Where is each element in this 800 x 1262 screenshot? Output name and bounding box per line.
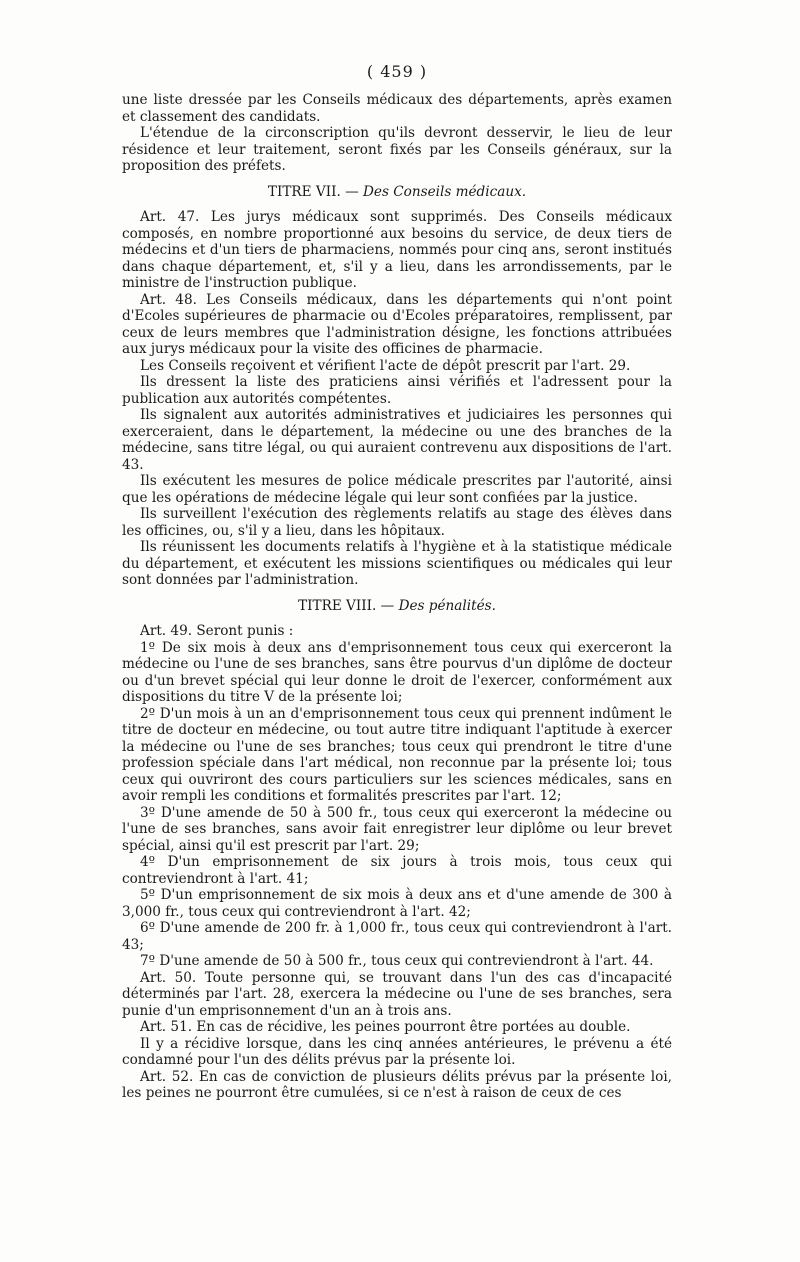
page-number: ( 459 ) bbox=[366, 62, 428, 81]
list-item: 4º D'un emprisonnement de six jours à trois mois, tous ceux qui contreviendront à l'art. 41; bbox=[122, 854, 672, 887]
page-content bbox=[122, 62, 672, 1102]
paragraph: Ils exécutent les mesures de police médicale prescrites par l'autorité, ainsi que les opérations de médecine légale qui leur sont confiées par la justice. bbox=[122, 473, 672, 506]
paragraph: Ils dressent la liste des praticiens ainsi vérifiés et l'adressent pour la publication aux autorités compétentes. bbox=[122, 374, 672, 407]
article-paragraph: Art. 48. Les Conseils médicaux, dans les départements qui n'ont point d'Ecoles supérieures de pharmacie ou d'Ecoles préparatoires, remplissent, par ceux de leurs membres que l'administration désigne, les fonctions attribuées aux jurys médicaux pour la visite des officines de pharmacie. bbox=[122, 291, 672, 357]
list-item: 5º D'un emprisonnement de six mois à deux ans et d'une amende de 300 à 3,000 fr., tous ceux qui contreviendront à l'art. 42; bbox=[122, 887, 672, 920]
paragraph: Il y a récidive lorsque, dans les cinq années antérieures, le prévenu a été condamné pour l'un des délits prévus par la présente loi. bbox=[122, 1035, 672, 1068]
list-item: 1º De six mois à deux ans d'emprisonnement tous ceux qui exerceront la médecine ou l'une de ses branches, sans être pourvus d'un diplôme de docteur ou d'un brevet spécial qui leur donne le droit de l'exercer, conformément aux dispositions du titre V de la présente loi; bbox=[122, 639, 672, 705]
paragraph: une liste dressée par les Conseils médicaux des départements, après examen et classement des candidats. bbox=[122, 92, 672, 125]
paragraph: Ils réunissent les documents relatifs à l'hygiène et à la statistique médicale du département, et exécutent les missions scientifiques ou médicales qui leur sont données par l'administration. bbox=[122, 539, 672, 588]
article-paragraph: Art. 49. Seront punis : bbox=[140, 623, 294, 639]
section-title-titre-vii bbox=[122, 184, 672, 201]
article-paragraph: Art. 50. Toute personne qui, se trouvant dans l'un des cas d'incapacité déterminés par l'art. 28, exercera la médecine ou l'une de ses branches, sera punie d'un emprisonnement d'un an à trois ans. bbox=[122, 969, 672, 1019]
paragraph: Ils signalent aux autorités administratives et judiciaires les personnes qui exerceraient, dans le département, la médecine ou une des branches de la médecine, sans titre légal, ou qui auraient contrevenu aux dispositions de l'art. 43. bbox=[122, 407, 672, 473]
article-paragraph: Art. 47. Les jurys médicaux sont supprimés. Des Conseils médicaux composés, en nombre proportionné aux besoins du service, de deux tiers de médecins et d'un tiers de pharmaciens, nommés pour cinq ans, seront institués dans chaque département, et, s'il y a lieu, dans les arrondissements, par le ministre de l'instruction publique. bbox=[122, 209, 672, 291]
article-paragraph: Art. 51. En cas de récidive, les peines pourront être portées au double. bbox=[140, 1019, 631, 1035]
list-item: 7º D'une amende de 50 à 500 fr., tous ceux qui contreviendront à l'art. 44. bbox=[140, 953, 654, 969]
paragraph: Ils surveillent l'exécution des règlements relatifs au stage des élèves dans les officines, ou, s'il y a lieu, dans les hôpitaux. bbox=[122, 506, 672, 539]
list-item: 3º D'une amende de 50 à 500 fr., tous ceux qui exerceront la médecine ou l'une de ses branches, sans avoir fait enregistrer leur diplôme ou leur brevet spécial, ainsi qu'il est prescrit par l'art. 29; bbox=[122, 804, 672, 854]
paragraph: Les Conseils reçoivent et vérifient l'acte de dépôt prescrit par l'art. 29. bbox=[140, 357, 631, 374]
section-title-label: TITRE VII. — bbox=[267, 183, 359, 200]
section-title-subtitle: Des Conseils médicaux. bbox=[363, 183, 527, 200]
list-item: 2º D'un mois à un an d'emprisonnement tous ceux qui prennent indûment le titre de docteur en médecine, ou tout autre titre indiquant l'aptitude à exercer la médecine ou l'une de ses branches; tous ceux qui prendront le titre d'une profession spéciale dans l'art médical, non reconnue par la présente loi; tous ceux qui ouvriront des cours particuliers sur les sciences médicales, sans en avoir rempli les conditions et formalités prescrites par l'art. 12; bbox=[122, 705, 672, 804]
section-title-label: TITRE VIII. — bbox=[298, 597, 395, 614]
article-paragraph: Art. 52. En cas de conviction de plusieurs délits prévus par la présente loi, les peines ne pourront être cumulées, si ce n'est à raison de ceux de ces bbox=[122, 1068, 672, 1101]
list-item: 6º D'une amende de 200 fr. à 1,000 fr., tous ceux qui contreviendront à l'art. 43; bbox=[122, 920, 672, 953]
section-title-subtitle: Des pénalités. bbox=[398, 597, 496, 614]
section-title-titre-viii bbox=[122, 598, 672, 615]
paragraph: L'étendue de la circonscription qu'ils devront desservir, le lieu de leur résidence et leur traitement, seront fixés par les Conseils généraux, sur la proposition des préfets. bbox=[122, 125, 672, 174]
